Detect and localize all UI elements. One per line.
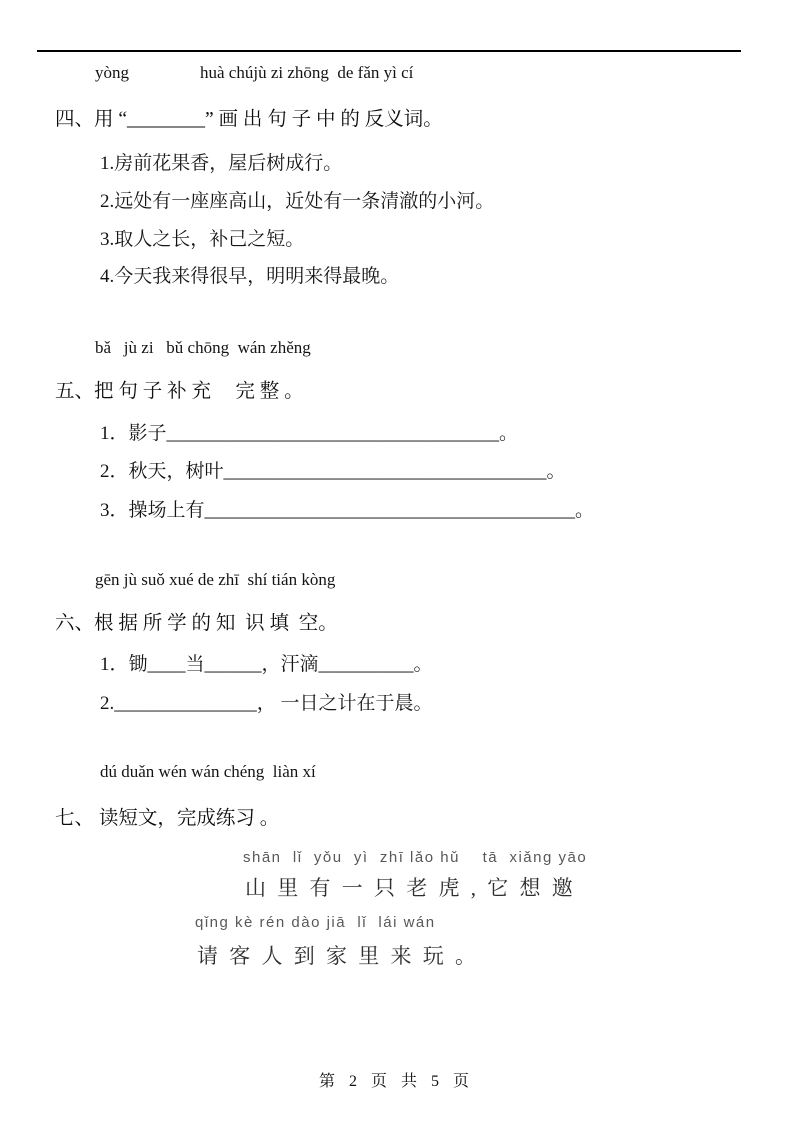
passage-pinyin-line-1: shān lǐ yǒu yì zhī lǎo hǔ tā xiǎng yāo [243,849,588,866]
section5-item-3: 3．操场上有_______________________________________。 [100,500,595,521]
section4-heading: 四、用 “________” 画 出 句 子 中 的 反义词。 [55,109,443,130]
top-rule [37,50,741,52]
section7-pinyin: dú duǎn wén wán chéng liàn xí [100,762,316,781]
section5-heading: 五、把 句 子 补 充 完 整 。 [55,381,304,402]
passage-text-line-1: 山 里 有 一 只 老 虎 , 它 想 邀 [245,876,576,900]
section6-pinyin: gēn jù suǒ xué de zhī shí tián kòng [95,570,336,589]
section7-heading: 七、 读短文，完成练习 。 [55,808,280,829]
section6-item-2: 2._______________， 一日之计在于晨。 [100,693,433,714]
section5-pinyin: bǎ jù zi bǔ chōng wán zhěng [95,338,311,357]
page-footer: 第 2 页 共 5 页 [318,1073,474,1090]
passage-pinyin-line-2: qǐng kè rén dào jiā lǐ lái wán [195,914,436,931]
section4-item-4: 4.今天我来得很早，明明来得最晚。 [100,266,400,287]
section4-item-3: 3.取人之长，补己之短。 [100,229,305,250]
section4-pinyin-part1: yòng [95,63,129,82]
section4-item-2: 2.远处有一座座高山，近处有一条清澈的小河。 [100,191,495,212]
section6-item-1: 1．锄____当______，汗滴__________。 [100,654,433,675]
section6-heading: 六、根 据 所 学 的 知 识 填 空。 [55,613,338,634]
section4-item-1: 1.房前花果香，屋后树成行。 [100,153,343,174]
passage-text-line-2: 请 客 人 到 家 里 来 玩 。 [197,944,479,968]
section5-item-2: 2．秋天，树叶__________________________________。 [100,461,566,482]
section5-item-1: 1．影子___________________________________。 [100,423,519,444]
section4-pinyin-part2: huà chújù zi zhōng de fǎn yì cí [200,63,414,82]
